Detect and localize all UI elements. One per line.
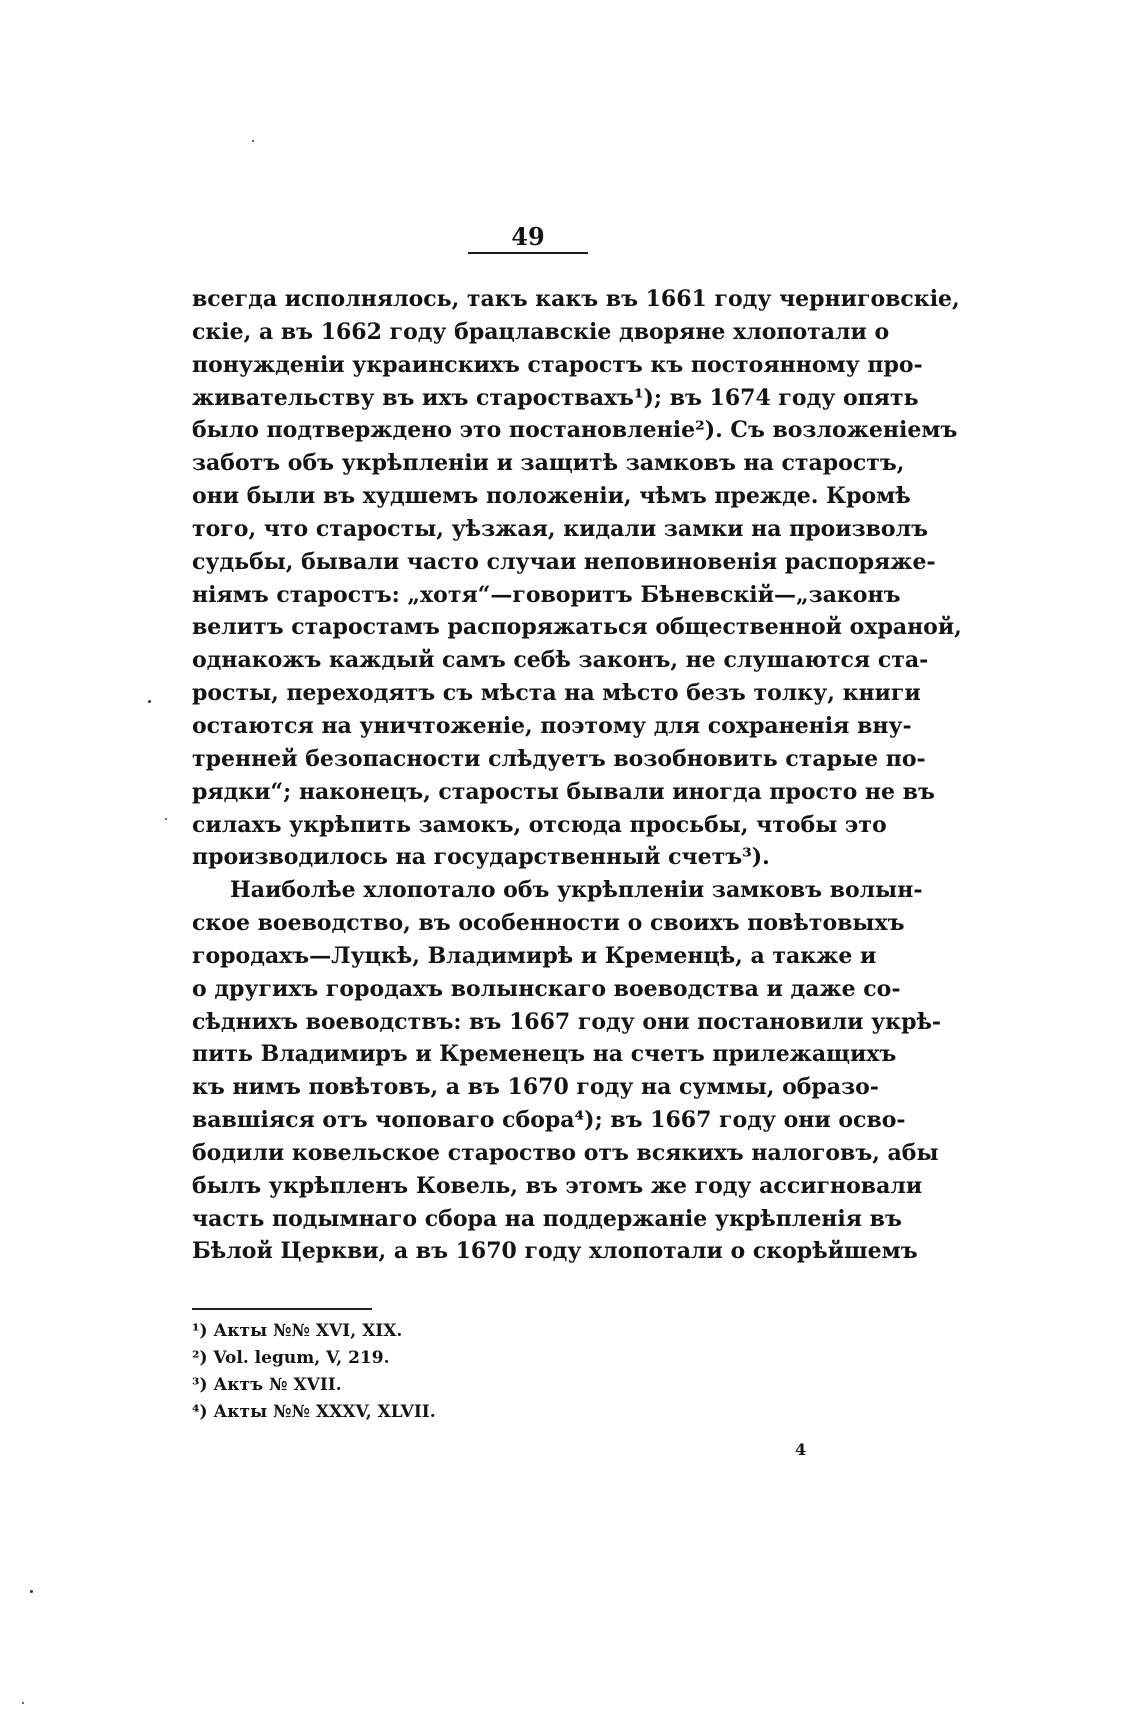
footnote (192, 1372, 692, 1399)
footnote (192, 1399, 692, 1426)
header-rule (468, 252, 588, 254)
text-line: пить Владимиръ и Кременецъ на счетъ прилежащихъ (192, 1041, 897, 1068)
footnote (192, 1318, 692, 1345)
text-line: всегда исполнялось, такъ какъ въ 1661 году черниговскіе, (192, 286, 960, 312)
paper-speck (148, 700, 151, 703)
text-line: бодили ковельское староство отъ всякихъ налоговъ, абы (192, 1139, 939, 1166)
text-line: понужденіи украинскихъ старостъ къ постоянному про- (192, 351, 923, 378)
page-number: 49 (511, 222, 545, 251)
text-line: Наиболѣе хлопотало объ укрѣпленіи замковъ волын- (230, 877, 923, 904)
footnote-mark: ³) (192, 1375, 208, 1395)
text-line: часть подымнаго сбора на поддержаніе укрѣпленія въ (192, 1205, 902, 1232)
footnote-rule (192, 1308, 372, 1310)
text-line: велитъ старостамъ распоряжаться общественной охраной, (192, 614, 962, 641)
body-text (192, 283, 962, 1268)
text-line: ніямъ старостъ: „хотя“—говоритъ Бѣневскій—„законъ (192, 581, 901, 608)
text-line: скіе, а въ 1662 году брацлавскіе дворяне хлопотали о (192, 318, 890, 345)
text-line: производилось на государственный счетъ³). (192, 844, 770, 871)
text-line: было подтверждено это постановленіе²). Съ возложеніемъ (192, 417, 958, 444)
text-line: они были въ худшемъ положеніи, чѣмъ прежде. Кромѣ (192, 483, 911, 510)
footnote (192, 1345, 692, 1372)
text-line: Бѣлой Церкви, а въ 1670 году хлопотали о скорѣйшемъ (192, 1238, 918, 1265)
text-line: сѣднихъ воеводствъ: въ 1667 году они постановили укрѣ- (192, 1008, 942, 1035)
text-line: рядки“; наконецъ, старосты бывали иногда просто не въ (192, 778, 935, 805)
text-line: судьбы, бывали часто случаи неповиновенія распоряже- (192, 548, 936, 575)
footnote-mark: ¹) (192, 1321, 208, 1341)
text-line: росты, переходятъ съ мѣста на мѣсто безъ толку, книги (192, 680, 921, 707)
footnote-mark: ⁴) (192, 1402, 208, 1422)
footnotes (192, 1318, 692, 1426)
text-line: остаются на уничтоженіе, поэтому для сохраненія вну- (192, 712, 912, 739)
footnote-text: Vol. legum, V, 219. (213, 1348, 390, 1368)
text-line: силахъ укрѣпить замокъ, отсюда просьбы, чтобы это (192, 811, 887, 838)
paper-speck (30, 1590, 33, 1593)
text-line: однакожъ каждый самъ себѣ законъ, не слушаются ста- (192, 647, 929, 674)
footnote-text: Актъ № XVII. (213, 1375, 342, 1395)
text-line: того, что старосты, уѣзжая, кидали замки на произволъ (192, 515, 928, 542)
text-line: городахъ—Луцкѣ, Владимирѣ и Кременцѣ, а также и (192, 942, 877, 969)
text-line: былъ укрѣпленъ Ковель, въ этомъ же году ассигновали (192, 1172, 923, 1199)
footnote-text: Акты №№ XXXV, XLVII. (213, 1402, 436, 1422)
footnote-text: Акты №№ XVI, XIX. (213, 1321, 403, 1341)
paper-speck (252, 140, 254, 142)
text-line: заботъ объ укрѣпленіи и защитѣ замковъ на старостъ, (192, 450, 905, 477)
text-line: о другихъ городахъ волынскаго воеводства и даже со- (192, 975, 901, 1002)
text-line: тренней безопасности слѣдуетъ возобновить старые по- (192, 745, 926, 772)
footnote-mark: ²) (192, 1348, 208, 1368)
printer-signature-mark: 4 (795, 1440, 807, 1459)
paper-speck (22, 1702, 24, 1704)
text-line: вавшіяся отъ чоповаго сбора⁴); въ 1667 году они осво- (192, 1107, 906, 1134)
text-line: ское воеводство, въ особенности о своихъ повѣтовыхъ (192, 910, 905, 937)
paper-speck (165, 818, 167, 820)
text-line: къ нимъ повѣтовъ, а въ 1670 году на суммы, образо- (192, 1074, 879, 1101)
text-line: живательству въ ихъ староствахъ¹); въ 1674 году опять (192, 384, 919, 411)
